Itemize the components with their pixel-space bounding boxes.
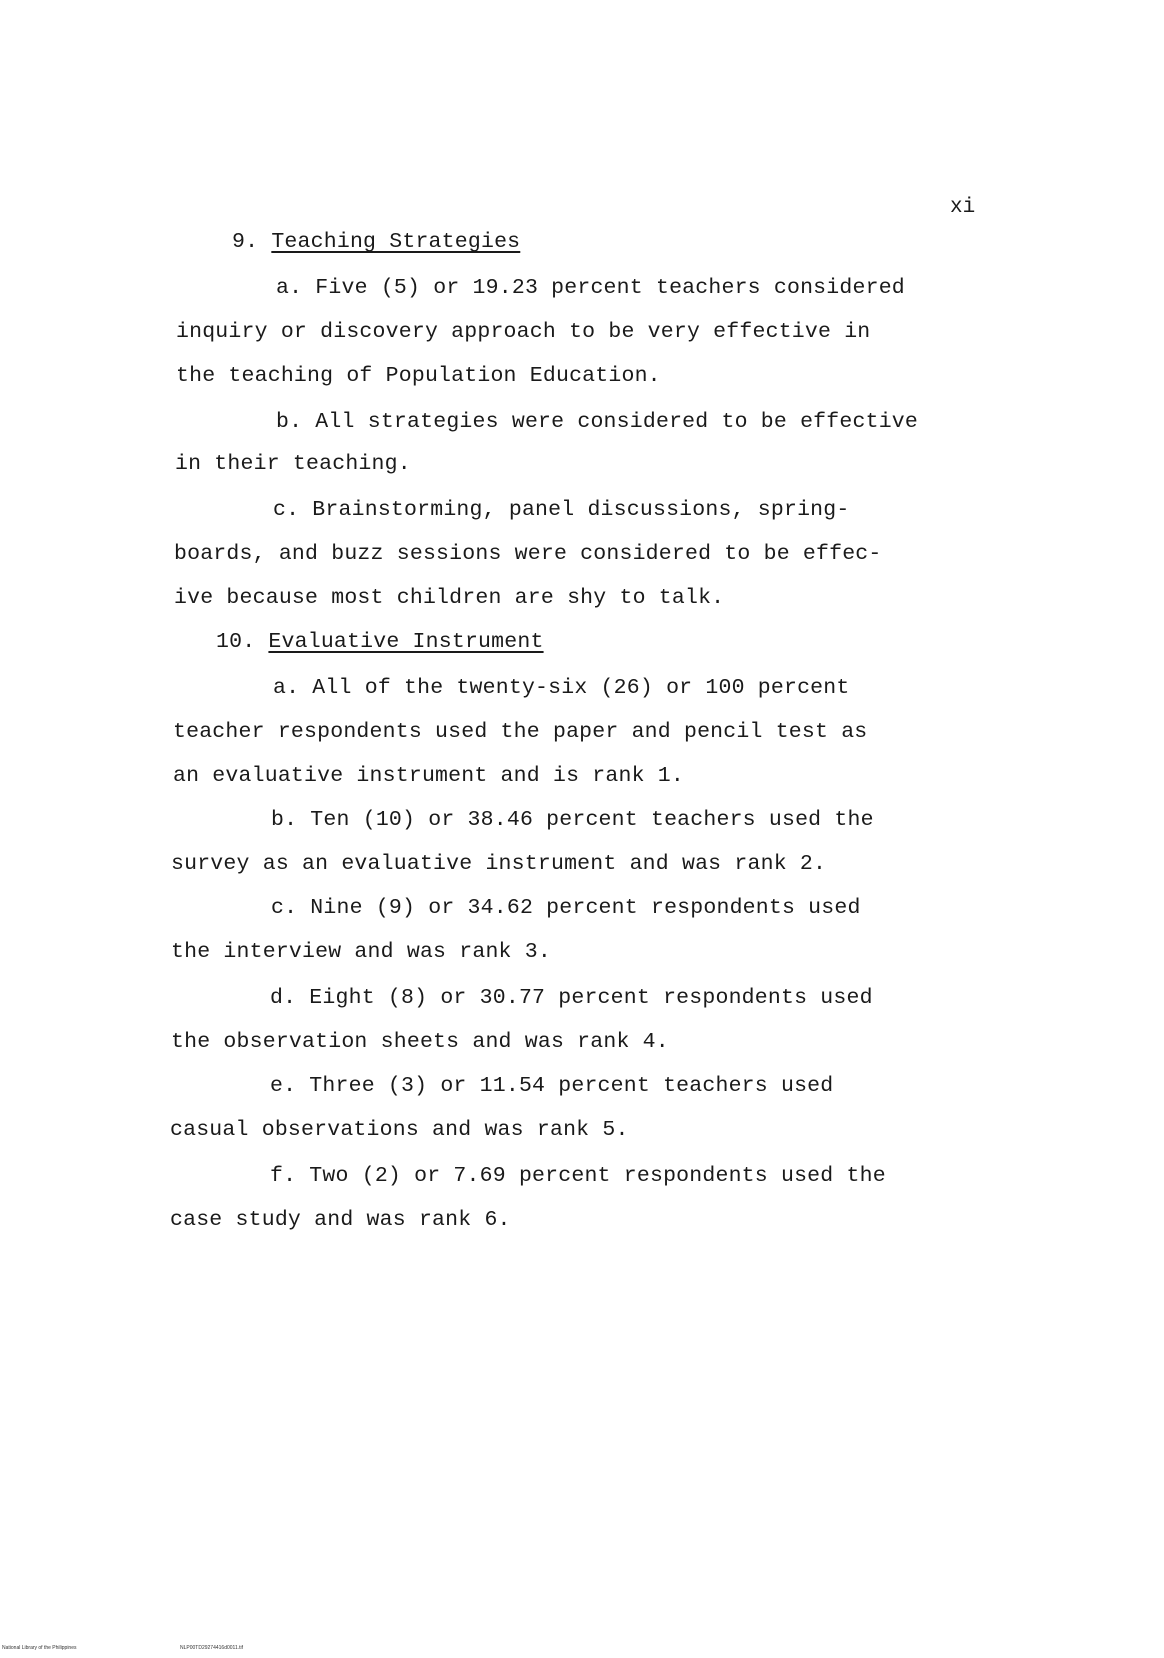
section-10-item-f-line-2: case study and was rank 6. [170, 1208, 511, 1232]
section-9-title: Teaching Strategies [271, 230, 521, 254]
section-9-item-c-line-3: ive because most children are shy to talk. [174, 586, 725, 610]
footer-library: National Library of the Philippines [2, 1645, 77, 1651]
section-10-item-b-line-1: b. Ten (10) or 38.46 percent teachers used the [271, 808, 874, 832]
section-9-number: 9. [232, 230, 259, 254]
section-10-item-a-line-1: a. All of the twenty-six (26) or 100 percent [273, 676, 850, 700]
section-9-item-b-line-2: in their teaching. [175, 452, 411, 476]
section-10-item-d-line-1: d. Eight (8) or 30.77 percent respondents used [270, 986, 873, 1010]
section-9-heading [232, 230, 520, 254]
section-10-item-b-line-2: survey as an evaluative instrument and was rank 2. [171, 852, 827, 876]
section-10-item-e-line-2: casual observations and was rank 5. [170, 1118, 629, 1142]
section-10-item-d-line-2: the observation sheets and was rank 4. [171, 1030, 669, 1054]
section-10-item-f-line-1: f. Two (2) or 7.69 percent respondents used the [270, 1164, 886, 1188]
section-10-item-c-line-2: the interview and was rank 3. [171, 940, 551, 964]
section-10-number: 10. [216, 630, 256, 654]
footer-file: NLP00TD29274416d0011.tif [180, 1645, 244, 1651]
section-9-item-a-line-3: the teaching of Population Education. [176, 364, 661, 388]
section-9-item-a-line-2: inquiry or discovery approach to be very effective in [176, 320, 871, 344]
section-10-item-a-line-3: an evaluative instrument and is rank 1. [173, 764, 684, 788]
section-9-item-a-line-1: a. Five (5) or 19.23 percent teachers considered [276, 276, 905, 300]
section-10-item-a-line-2: teacher respondents used the paper and pencil test as [173, 720, 868, 744]
section-10-item-e-line-1: e. Three (3) or 11.54 percent teachers used [270, 1074, 834, 1098]
section-9-item-c-line-2: boards, and buzz sessions were considered to be effec- [174, 542, 882, 566]
section-9-item-b-line-1: b. All strategies were considered to be effective [276, 410, 919, 434]
section-9-item-c-line-1: c. Brainstorming, panel discussions, spring- [273, 498, 850, 522]
page-number: xi [950, 196, 976, 219]
section-10-heading [216, 630, 544, 654]
section-10-title: Evaluative Instrument [268, 630, 544, 654]
section-10-item-c-line-1: c. Nine (9) or 34.62 percent respondents used [271, 896, 861, 920]
